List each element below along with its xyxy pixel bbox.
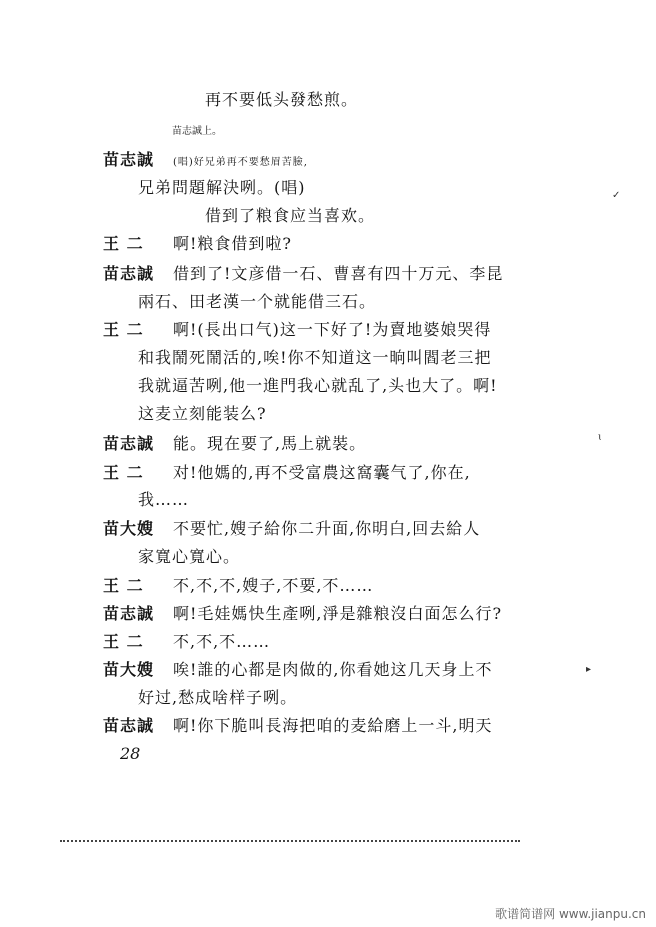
dialogue-line: 兩石、田老漢一个就能借三石。	[138, 292, 377, 311]
dialogue-text: 啊!(長出口气)这一下好了!为賣地婆娘哭得	[173, 320, 492, 339]
verse-line: 再不要低头發愁煎。	[205, 90, 359, 109]
dialogue-line	[103, 150, 308, 173]
dialogue-line	[103, 264, 503, 284]
dialogue-text: 不要忙,嫂子給你二升面,你明白,回去給人	[173, 519, 481, 538]
dialogue-line	[103, 576, 373, 596]
speaker-name: 苗志誠	[103, 716, 155, 735]
dialogue-line: 我就逼苦咧,他一進門我心就乱了,头也大了。啊!	[138, 376, 498, 395]
speaker-name: 王 二	[103, 320, 144, 339]
dialogue-text: 啊!你下脆叫長海把咱的麦給磨上一斗,明天	[173, 716, 493, 735]
dialogue-line	[103, 234, 292, 254]
speaker-name: 王 二	[103, 234, 144, 253]
stage-direction: 苗志誠上。	[172, 126, 222, 137]
watermark: 歌谱简谱网 www.jianpu.cn	[495, 907, 646, 921]
dialogue-text: 不,不,不,嫂子,不要,不……	[173, 576, 374, 595]
speaker-name: 王 二	[103, 576, 144, 595]
dialogue-line: 好过,愁成啥样子咧。	[138, 688, 298, 707]
dialogue-text: 对!他媽的,再不受富農这窩囊气了,你在,	[173, 463, 471, 482]
speaker-name: 王 二	[103, 463, 144, 482]
dialogue-line	[103, 716, 493, 736]
speaker-name: 苗志誠	[103, 264, 155, 283]
speaker-name: 苗志誠	[103, 434, 155, 453]
dialogue-line	[103, 519, 480, 539]
margin-mark: ▸	[586, 664, 592, 675]
dialogue-line	[103, 434, 366, 454]
speaker-name: 苗大嫂	[103, 519, 155, 538]
dialogue-text: (唱)好兄弟再不要愁眉苦臉,	[173, 157, 308, 168]
dialogue-line	[103, 604, 502, 624]
speaker-name: 苗志誠	[103, 604, 155, 623]
margin-mark: ɩ	[598, 432, 602, 443]
margin-mark: ✓	[612, 190, 621, 201]
speaker-name: 王 二	[103, 632, 144, 651]
dialogue-line: 我……	[138, 490, 190, 509]
dialogue-text: 啊!毛娃媽快生產咧,淨是雜粮沒白面怎么行?	[173, 604, 503, 623]
dialogue-line	[103, 320, 491, 340]
scan-divider	[60, 840, 520, 842]
dialogue-text: 啊!粮食借到啦?	[173, 234, 293, 253]
dialogue-line: 兄弟問題解決咧。(唱)	[138, 178, 306, 197]
dialogue-text: 能。現在要了,馬上就裝。	[173, 434, 367, 453]
dialogue-line: 这麦立刻能装么?	[138, 404, 267, 423]
dialogue-line: 家寬心寬心。	[138, 547, 241, 566]
speaker-name: 苗大嫂	[103, 660, 155, 679]
dialogue-line	[103, 660, 493, 680]
page-number: 28	[120, 744, 141, 763]
dialogue-line	[103, 632, 270, 652]
dialogue-text: 借到了!文彦借一石、曹喜有四十万元、李昆	[173, 264, 504, 283]
speaker-name: 苗志誠	[103, 150, 155, 169]
dialogue-text: 唉!誰的心都是肉做的,你看她这几天身上不	[173, 660, 493, 679]
dialogue-line	[103, 463, 471, 483]
verse-line: 借到了粮食应当喜欢。	[205, 206, 376, 225]
dialogue-line: 和我鬧死鬧活的,唉!你不知道这一晌叫閻老三把	[138, 348, 492, 367]
dialogue-text: 不,不,不……	[173, 632, 271, 651]
